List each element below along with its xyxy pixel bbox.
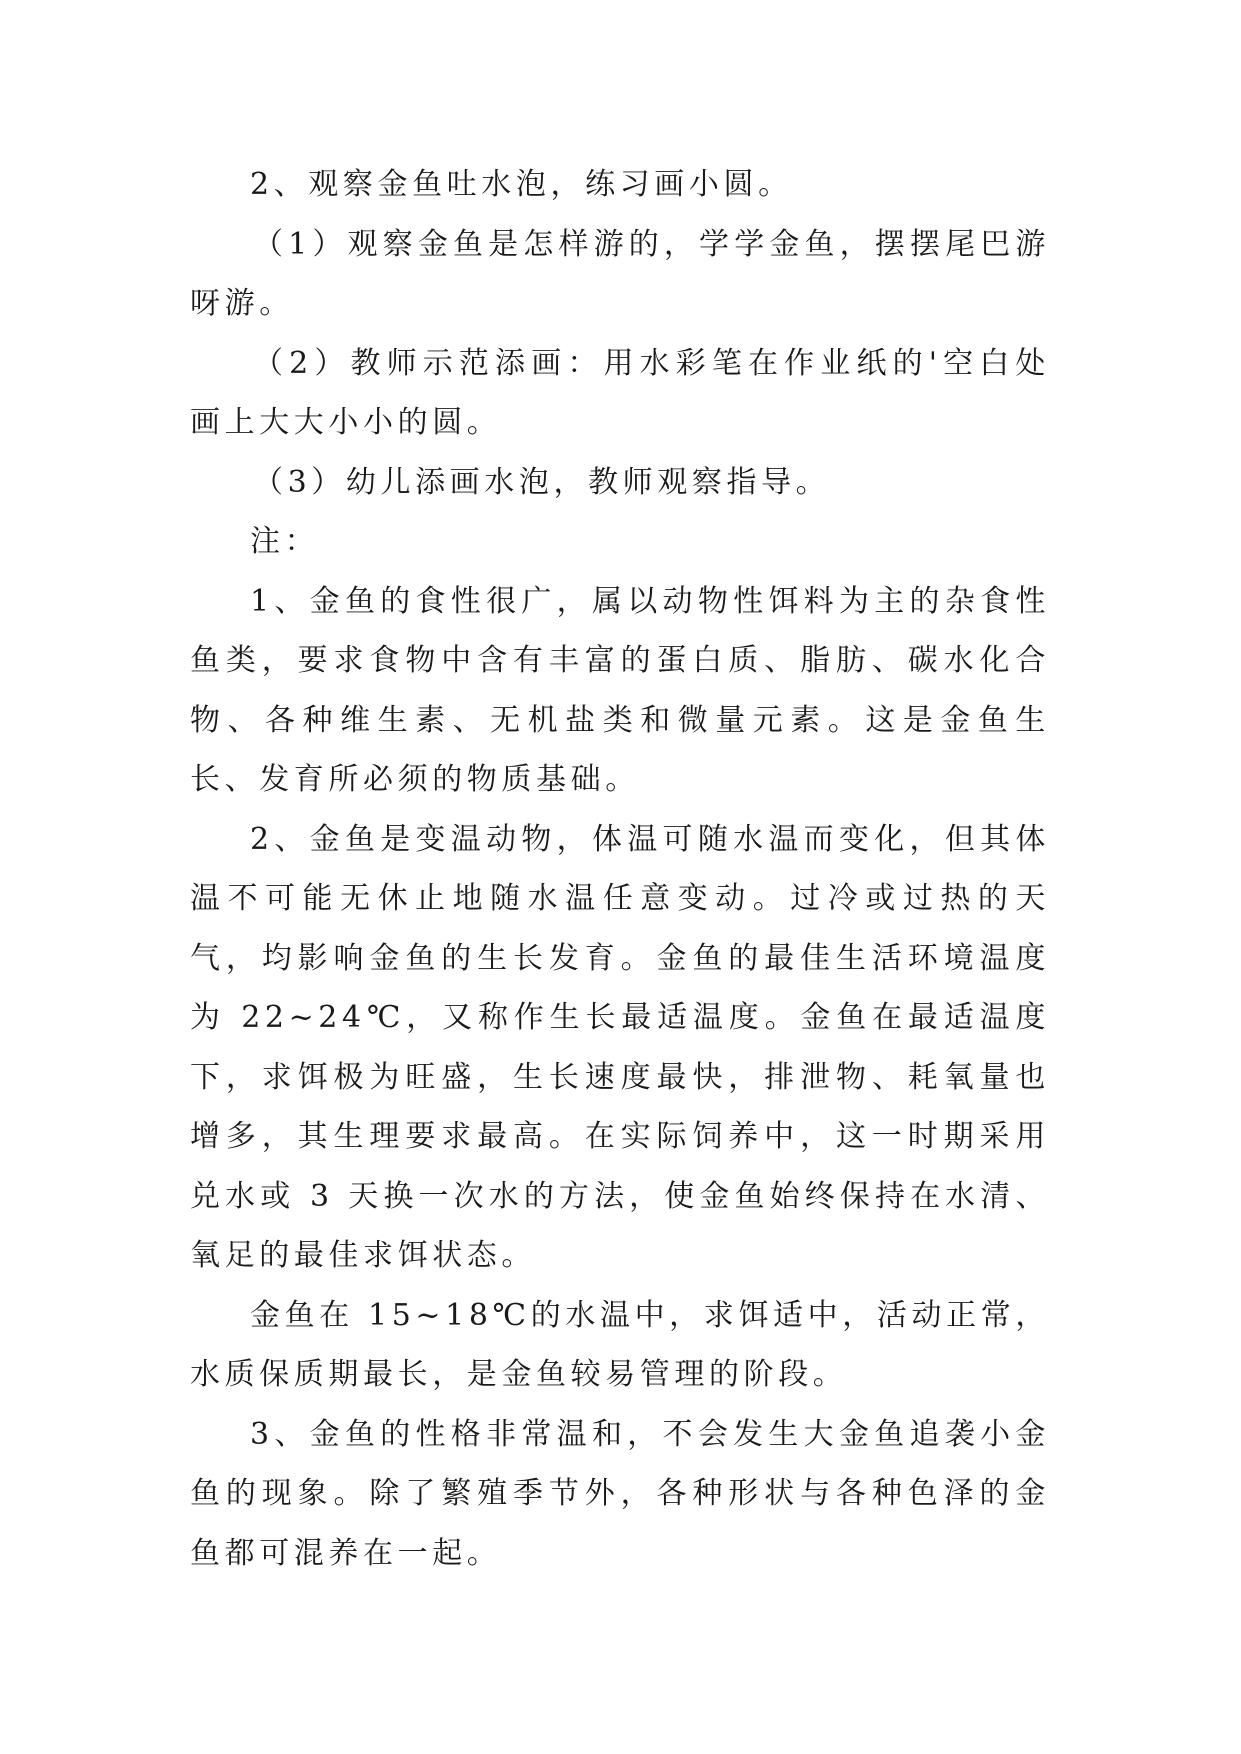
paragraph-note-heading: 注： <box>250 524 320 559</box>
paragraph-step-2-heading: 2、观察金鱼吐水泡，练习画小圆。 <box>250 167 793 202</box>
paragraph-substep-1: （1）观察金鱼是怎样游的，学学金鱼，摆摆尾巴游呀游。 <box>190 226 1050 321</box>
paragraph-note-3: 3、金鱼的性格非常温和，不会发生大金鱼追袭小金鱼的现象。除了繁殖季节外，各种形状与各种色泽的金鱼都可混养在一起。 <box>190 1416 1050 1571</box>
document-body <box>190 155 1050 1583</box>
paragraph-substep-3: （3）幼儿添画水泡，教师观察指导。 <box>253 464 831 500</box>
paragraph-note-1: 1、金鱼的食性很广，属以动物性饵料为主的杂食性鱼类，要求食物中含有丰富的蛋白质、脂肪、碳水化合物、各种维生素、无机盐类和微量元素。这是金鱼生长、发育所必须的物质基础。 <box>190 583 1050 797</box>
paragraph-note-2: 2、金鱼是变温动物，体温可随水温而变化，但其体温不可能无休止地随水温任意变动。过冷或过热的天气，均影响金鱼的生长发育。金鱼的最佳生活环境温度为 22~24℃，又称作生长最适温度。金鱼在最适温度下，求饵极为旺盛，生长速度最快，排泄物、耗氧量也增多，其生理要求最高。在实际饲养中，这一时期采用兑水或 3 天换一次水的方法，使金鱼始终保持在水清、氧足的最佳求饵状态。 <box>190 821 1050 1273</box>
paragraph-substep-2: （2）教师示范添画：用水彩笔在作业纸的'空白处画上大大小小的圆。 <box>190 345 1050 440</box>
paragraph-note-2-continued: 金鱼在 15~18℃的水温中，求饵适中，活动正常，水质保质期最长，是金鱼较易管理的阶段。 <box>190 1297 1050 1392</box>
